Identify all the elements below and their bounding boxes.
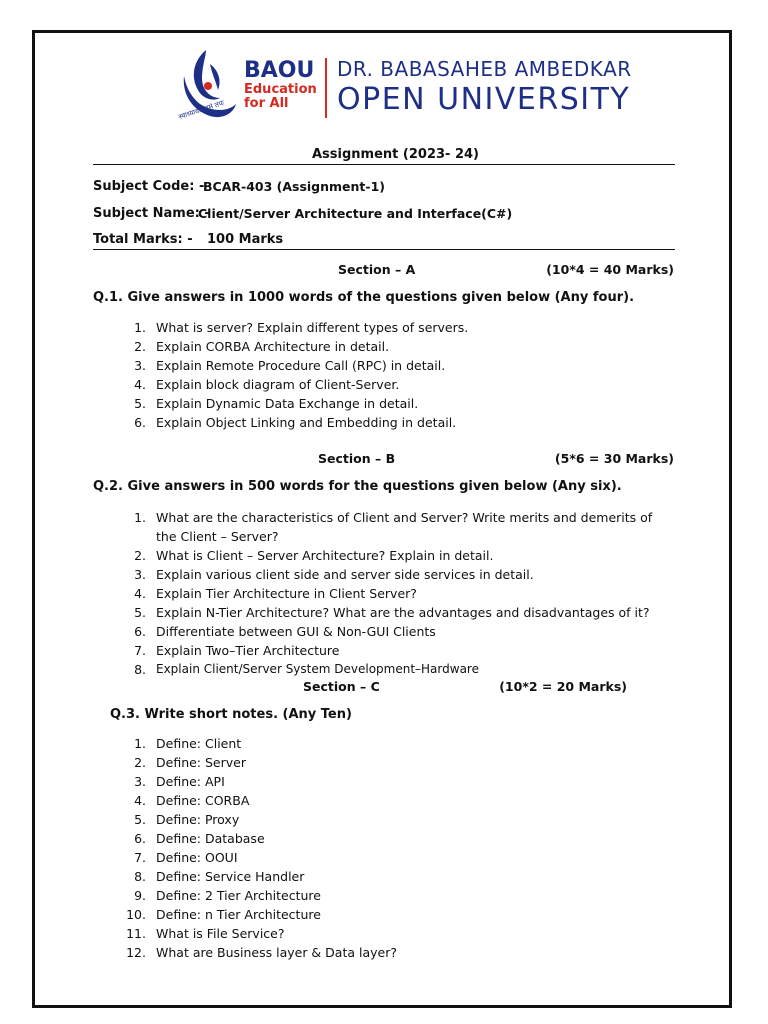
section-c-marks: (10*2 = 20 Marks): [499, 679, 627, 694]
question-2-heading: Q.2. Give answers in 500 words for the questions given below (Any six).: [93, 479, 622, 494]
header-rule-bottom: [93, 249, 675, 250]
logo-tagline-line1: Education: [244, 82, 317, 97]
university-name-line2: OPEN UNIVERSITY: [337, 82, 631, 117]
subject-code-label: Subject Code: -: [93, 179, 205, 194]
seal-motto: स्वाध्यायः परमं तपः: [177, 98, 226, 122]
logo-tagline-line2: for All: [244, 96, 289, 111]
question-3-heading: Q.3. Write short notes. (Any Ten): [110, 707, 352, 722]
section-c-title: Section – C: [303, 679, 380, 694]
subject-name-value: Client/Server Architecture and Interface(C#): [198, 206, 513, 221]
subject-name-label: Subject Name: -: [93, 206, 210, 221]
section-b-marks: (5*6 = 30 Marks): [554, 451, 674, 466]
subject-code-value: BCAR-403 (Assignment-1): [203, 179, 386, 194]
header-rule-top: [93, 164, 675, 165]
logo-brand: BAOU: [244, 58, 315, 83]
section-a-title: Section – A: [338, 262, 416, 277]
total-marks-label: Total Marks: -: [93, 232, 193, 247]
university-name-line1: DR. BABASAHEB AMBEDKAR: [337, 57, 632, 81]
section-a-marks: (10*4 = 40 Marks): [546, 262, 674, 277]
logo-divider: [325, 58, 327, 118]
question-1-heading: Q.1. Give answers in 1000 words of the questions given below (Any four).: [93, 290, 635, 305]
section-b-title: Section – B: [318, 451, 396, 466]
assignment-title: Assignment (2023- 24): [312, 147, 479, 162]
total-marks-value: 100 Marks: [207, 232, 284, 247]
